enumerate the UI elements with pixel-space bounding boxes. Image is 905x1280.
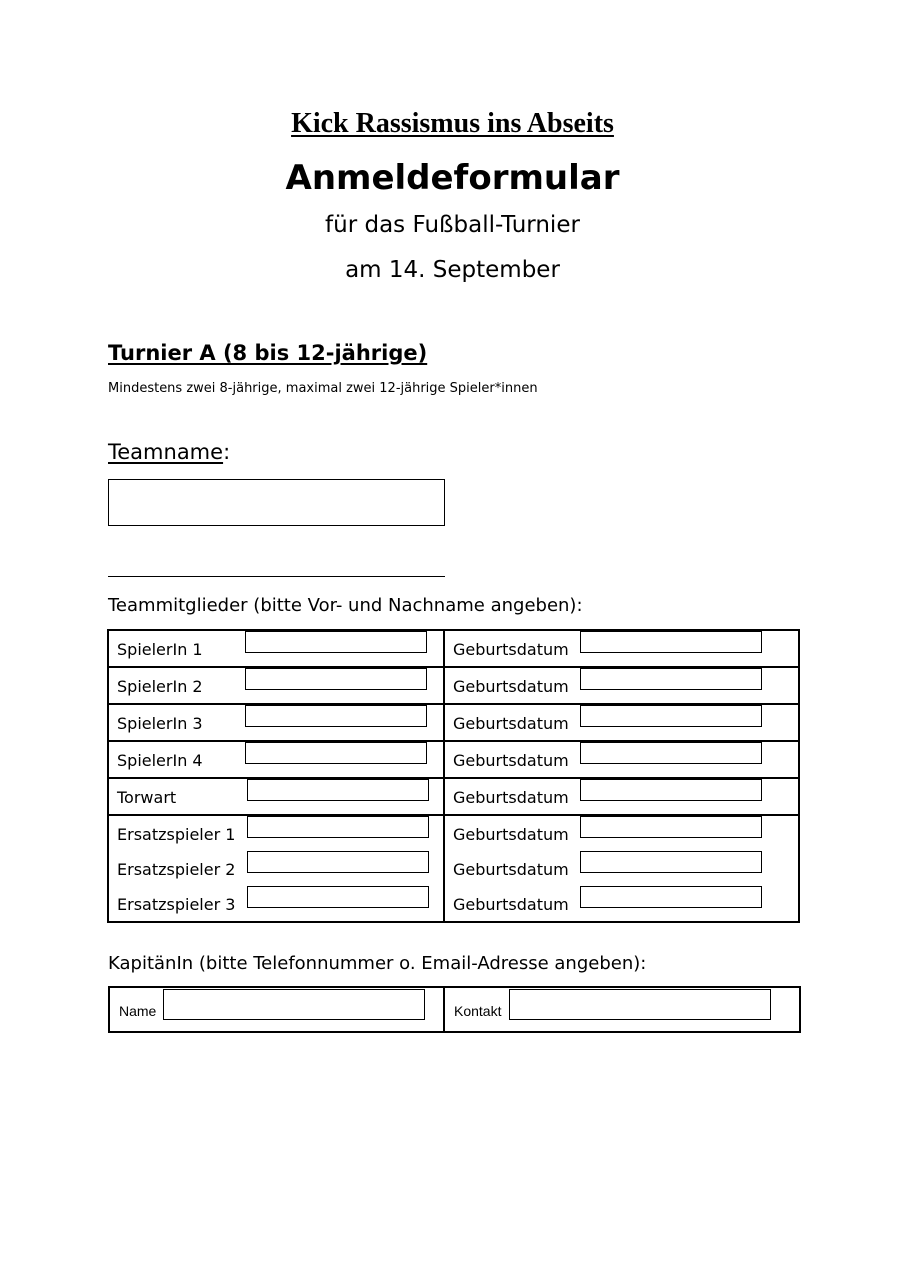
captain-table bbox=[108, 986, 801, 1033]
player-name-input[interactable] bbox=[245, 742, 427, 764]
members-label: Teammitglieder (bitte Vor- und Nachname angeben): bbox=[108, 595, 583, 616]
substitute-name-input[interactable] bbox=[247, 851, 429, 873]
table-row bbox=[108, 778, 799, 815]
birthdate-input[interactable] bbox=[580, 851, 762, 873]
player-name-input[interactable] bbox=[245, 631, 427, 653]
table-row bbox=[108, 667, 799, 704]
teamname-colon: : bbox=[223, 440, 231, 464]
birthdate-input[interactable] bbox=[580, 631, 762, 653]
birthdate-label: Geburtsdatum bbox=[453, 677, 569, 696]
player-label: SpielerIn 2 bbox=[117, 677, 203, 696]
substitute-name-input[interactable] bbox=[247, 886, 429, 908]
birthdate-input[interactable] bbox=[580, 816, 762, 838]
goalkeeper-label: Torwart bbox=[117, 788, 177, 807]
substitute-name-input[interactable] bbox=[247, 816, 429, 838]
table-row-substitutes bbox=[108, 815, 799, 922]
teamname-label bbox=[108, 440, 230, 464]
form-title: Anmeldeformular bbox=[285, 158, 620, 198]
teamname-label-text: Teamname bbox=[108, 440, 224, 464]
captain-name-label: Name bbox=[119, 1003, 157, 1019]
captain-contact-input[interactable] bbox=[509, 989, 771, 1020]
substitute-label: Ersatzspieler 2 bbox=[117, 860, 236, 879]
form-date: am 14. September bbox=[345, 257, 560, 283]
player-name-input[interactable] bbox=[245, 668, 427, 690]
section-note: Mindestens zwei 8-jährige, maximal zwei 12-jährige Spieler*innen bbox=[108, 381, 538, 396]
section-heading: Turnier A (8 bis 12-jährige) bbox=[108, 341, 428, 365]
form-subtitle: für das Fußball-Turnier bbox=[325, 212, 580, 238]
birthdate-input[interactable] bbox=[580, 779, 762, 801]
birthdate-input[interactable] bbox=[580, 742, 762, 764]
goalkeeper-name-input[interactable] bbox=[247, 779, 429, 801]
event-title: Kick Rassismus ins Abseits bbox=[291, 108, 614, 139]
birthdate-label: Geburtsdatum bbox=[453, 640, 569, 659]
player-label: SpielerIn 1 bbox=[117, 640, 203, 659]
birthdate-label: Geburtsdatum bbox=[453, 714, 569, 733]
birthdate-label: Geburtsdatum bbox=[453, 751, 569, 770]
table-row bbox=[108, 741, 799, 778]
table-row bbox=[109, 987, 800, 1032]
table-row bbox=[108, 630, 799, 667]
player-label: SpielerIn 3 bbox=[117, 714, 203, 733]
birthdate-input[interactable] bbox=[580, 705, 762, 727]
teamname-input[interactable] bbox=[108, 479, 445, 526]
player-name-input[interactable] bbox=[245, 705, 427, 727]
substitute-label: Ersatzspieler 1 bbox=[117, 825, 236, 844]
player-label: SpielerIn 4 bbox=[117, 751, 203, 770]
captain-contact-label: Kontakt bbox=[454, 1003, 502, 1019]
divider-line bbox=[108, 576, 445, 577]
table-row bbox=[108, 704, 799, 741]
players-table bbox=[107, 629, 800, 923]
birthdate-input[interactable] bbox=[580, 668, 762, 690]
birthdate-input[interactable] bbox=[580, 886, 762, 908]
birthdate-label: Geburtsdatum bbox=[453, 788, 569, 807]
birthdate-label: Geburtsdatum bbox=[453, 860, 569, 879]
captain-label: KapitänIn (bitte Telefonnummer o. Email-Adresse angeben): bbox=[108, 953, 647, 974]
birthdate-label: Geburtsdatum bbox=[453, 895, 569, 914]
birthdate-label: Geburtsdatum bbox=[453, 825, 569, 844]
captain-name-input[interactable] bbox=[163, 989, 425, 1020]
substitute-label: Ersatzspieler 3 bbox=[117, 895, 236, 914]
